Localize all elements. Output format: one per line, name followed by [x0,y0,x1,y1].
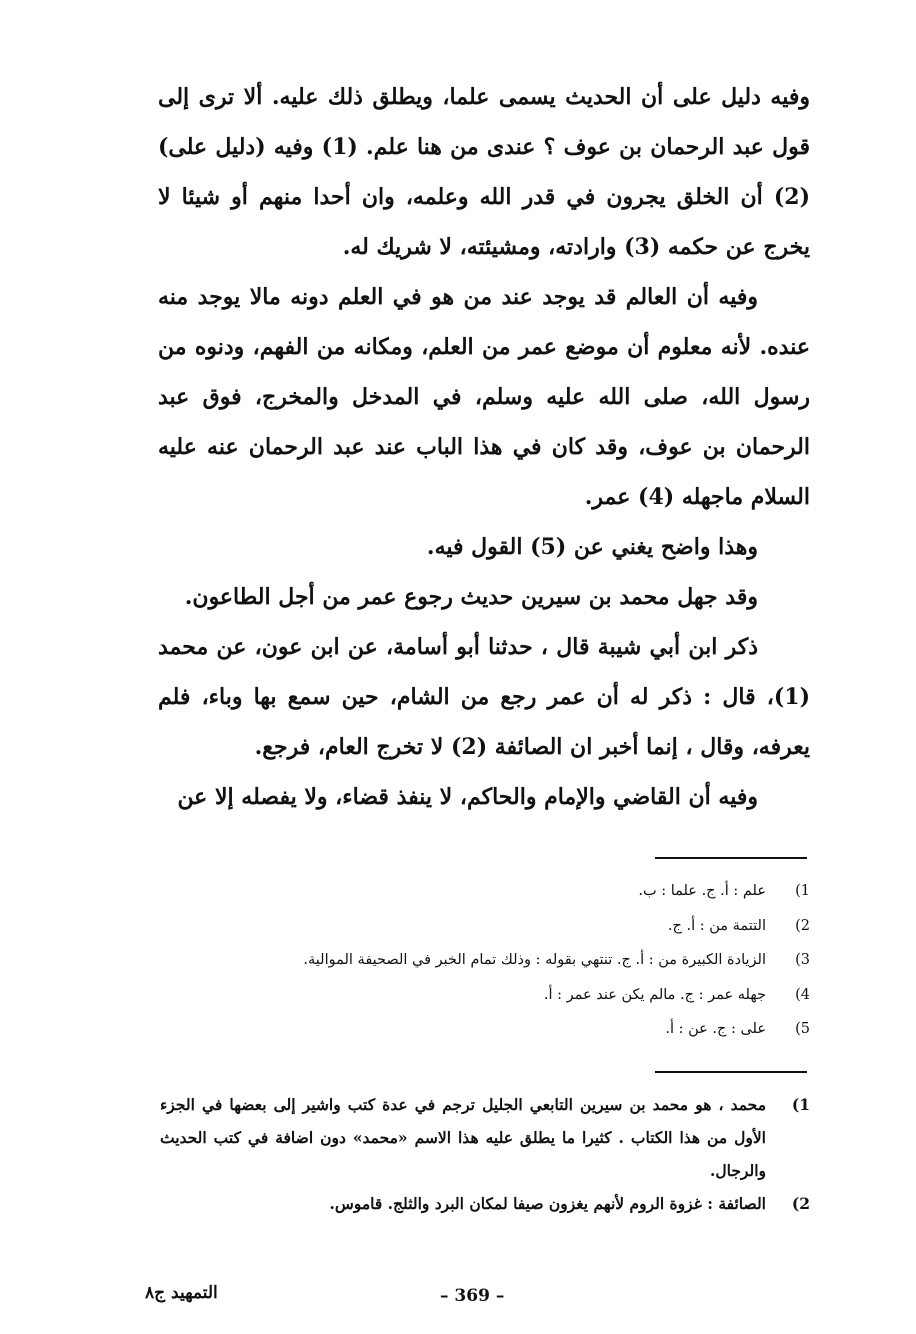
variant-footnotes [160,874,810,1047]
footnote-number: 2) [795,917,810,934]
footnote-text: علم : أ. ج. علما : ب. [638,883,766,899]
running-footer-title: التمهيد ج٨ [145,1283,218,1303]
footnote-number: 3) [795,952,810,968]
footnote-item [160,874,810,909]
footnote-item [160,1187,810,1220]
footnote-text: محمد ، هو محمد بن سيرين التابعي الجليل ترجم في عدة كتب واشير إلى بعضها في الجزء الأول من هذا الكتاب . كثيرا ما يطلق عليه هذا الاسم «محمد» دون اضافة في كتب الحديث والرجال. [160,1095,766,1180]
footnote-number: 2) [791,1194,810,1213]
footnote-separator [655,1071,807,1073]
footnote-item [160,943,810,978]
footnote-text: الصائفة : غزوة الروم لأنهم يغزون صيفا لمكان البرد والثلج. قاموس. [329,1194,766,1213]
footnote-text: الزيادة الكبيرة من : أ. ج. تنتهي بقوله : وذلك تمام الخبر في الصحيفة الموالية. [303,952,766,968]
footnote-number: 5) [795,1021,810,1037]
footnote-item [160,1088,810,1187]
main-text-body [158,72,810,822]
paragraph: وقد جهل محمد بن سيرين حديث رجوع عمر من أجل الطاعون. [184,584,758,610]
paragraph: وهذا واضح يغني عن (5) القول فيه. [426,534,758,560]
footnote-number: 4) [795,986,810,1003]
paragraph: ذكر ابن أبي شيبة قال ، حدثنا أبو أسامة، عن ابن عون، عن محمد (1)، قال : ذكر له أن عمر رجع من الشام، حين سمع بها وباء، فلم يعرفه، وقال ، إنما أخبر ان الصائفة (2) لا تخرج العام، فرجع. [158,634,810,760]
paragraph: وفيه أن القاضي والإمام والحاكم، لا ينفذ قضاء، ولا يفصله إلا عن [177,784,758,810]
biographical-footnotes [160,1088,810,1220]
paragraph: وفيه دليل على أن الحديث يسمى علما، ويطلق ذلك عليه. ألا ترى إلى قول عبد الرحمان بن عوف ؟ عندى من هنا علم. (1) وفيه (دليل على) (2) أن الخلق يجرون في قدر الله وعلمه، وان أحدا منهم أو شيئا لا يخرج عن حكمه (3) وارادته، ومشيئته، لا شريك له. [158,84,810,260]
footnote-item [160,909,810,944]
footnote-separator [655,857,807,859]
footnote-number: 1) [791,1095,810,1114]
paragraph: وفيه أن العالم قد يوجد عند من هو في العلم دونه مالا يوجد منه عنده. لأنه معلوم أن موضع عمر من العلم، ومكانه من الفهم، ودنوه من رسول الله، صلى الله عليه وسلم، في المدخل والمخرج، فوق عبد الرحمان بن عوف، وقد كان في هذا الباب عند عبد الرحمان عنه عليه السلام ماجهله (4) عمر. [158,284,810,510]
footnote-text: على : ج. عن : أ. [665,1021,766,1037]
footnote-number: 1) [795,883,810,899]
footnote-text: التتمة من : أ. ج. [667,917,766,934]
footnote-text: جهله عمر : ج. مالم يكن عند عمر : أ. [543,986,766,1003]
footnote-item [160,978,810,1013]
footnote-item [160,1012,810,1047]
page-number: – 369 – [440,1286,505,1306]
